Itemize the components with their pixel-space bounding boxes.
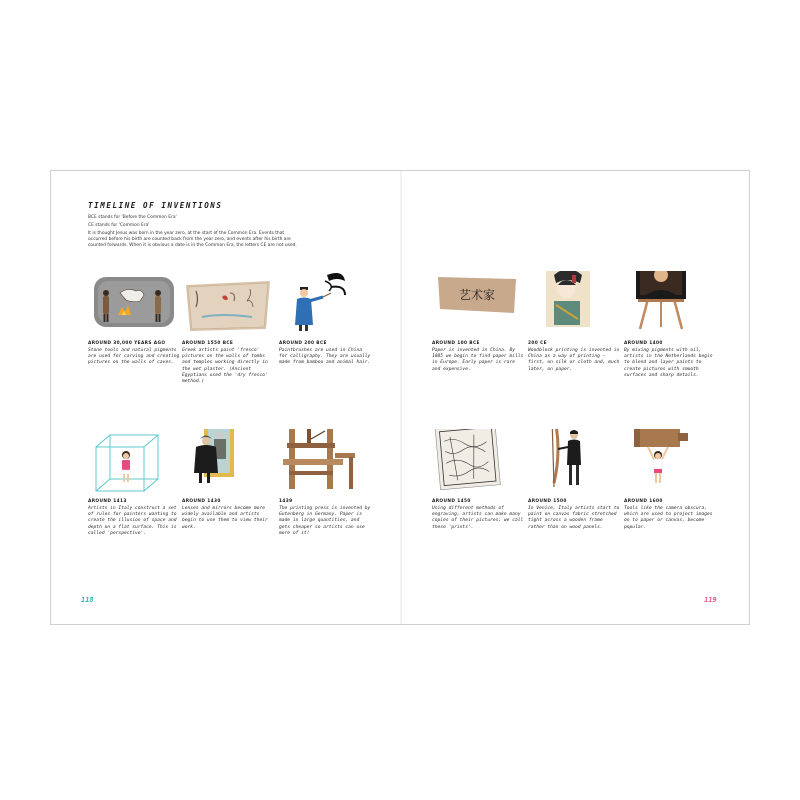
entry-date: 200 CE <box>528 341 547 346</box>
intro-text <box>88 215 298 251</box>
page-title: TIMELINE OF INVENTIONS <box>88 201 223 210</box>
entry-description: In Venice, Italy artists start to paint on canvas fabric stretched tight across a wooden frame rather than on wood panels. <box>528 506 620 530</box>
entry-description: The printing press is invented by Gutenberg in Germany. Paper is made in large quantities, and gets cheaper so artists can use more of it! <box>279 506 371 536</box>
woodblock-print-icon <box>528 271 620 335</box>
entry-description: Paintbrushes are used in China for calligraphy. They are usually made from bamboo and animal hair. <box>279 348 371 366</box>
entry-description: By mixing pigments with oil, artists in the Netherlands begin to blend and layer paints to create pictures with smooth surfaces and sharp details. <box>624 348 713 378</box>
cave-painting-icon <box>88 271 180 335</box>
entry-date: AROUND 100 BCE <box>432 341 480 346</box>
entry-date: AROUND 1550 BCE <box>182 341 234 346</box>
book-spread <box>50 170 750 625</box>
entry-date: AROUND 1413 <box>88 499 127 504</box>
entry-date: AROUND 1400 <box>624 341 663 346</box>
entry-date: 1439 <box>279 499 293 504</box>
entry-date: AROUND 1600 <box>624 499 663 504</box>
oil-portrait-easel-icon <box>624 271 716 335</box>
camera-obscura-icon <box>624 429 716 493</box>
entry-description: Stone tools and natural pigments are used for carving and creating pictures on the walls of caves. <box>88 348 180 366</box>
printing-press-icon <box>279 429 371 493</box>
right-page <box>402 171 751 624</box>
entry-description: Artists in Italy construct a set of rules for painters wanting to create the illusion of space and depth on a flat surface. This is called 'perspective'. <box>88 506 177 536</box>
entry-description: Lenses and mirrors become more widely available and artists begin to use them to view their work. <box>182 506 268 530</box>
page-number-right: 119 <box>704 596 717 604</box>
chinese-paper-icon <box>432 271 524 335</box>
entry-date: AROUND 1500 <box>528 499 567 504</box>
left-page <box>51 171 400 624</box>
canvas-painter-icon <box>528 429 620 493</box>
chinese-characters-label: 艺术家 <box>458 288 496 302</box>
entry-date: AROUND 200 BCE <box>279 341 327 346</box>
entry-description: Greek artists paint 'fresco' pictures on the walls of tombs and temples working directly in the wet plaster. (Ancient Egyptians used the 'dry fresco' method.) <box>182 348 268 385</box>
entry-description: Paper is invented in China. By 1085 we begin to find paper mills in Europe. Early paper is rare and expensive. <box>432 348 524 372</box>
intro-paragraph: It is thought Jesus was born in the year zero, at the start of the Common Era. Events that occurred before his birth are counted back from the year zero, and events after his birth are counted forwards. When it is obvious a date is in the Common Era, the letters CE are not used. <box>88 231 297 248</box>
entry-description: Using different methods of engraving, artists can make many copies of their pictures; we call these 'prints'. <box>432 506 524 530</box>
mirror-icon <box>182 429 274 493</box>
entry-date: AROUND 30,000 YEARS AGO <box>88 341 166 346</box>
intro-ce-line: CE stands for 'Common Era' <box>88 223 150 228</box>
entry-date: AROUND 1450 <box>432 499 471 504</box>
entry-description: Tools like the camera obscura, which are used to project images on to paper or canvas, become popular. <box>624 506 713 530</box>
page-number-left: 118 <box>81 596 94 604</box>
perspective-cube-icon <box>88 429 180 493</box>
calligrapher-icon <box>279 271 371 335</box>
entry-description: Woodblock printing is invented in China as a way of printing – first, on silk or cloth and, much later, on paper. <box>528 348 620 372</box>
engraving-icon <box>432 429 524 493</box>
intro-bce-line: BCE stands for 'Before the Common Era' <box>88 215 177 220</box>
fresco-icon <box>182 271 274 335</box>
entry-date: AROUND 1430 <box>182 499 221 504</box>
